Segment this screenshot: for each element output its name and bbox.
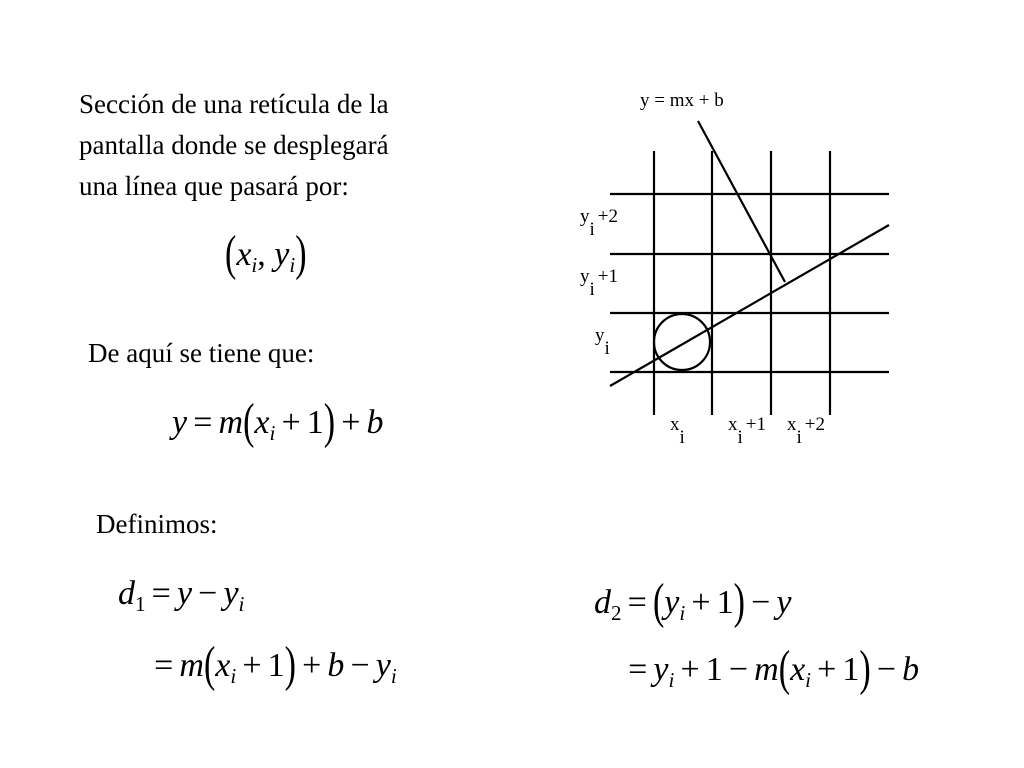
intro-line-2: pantalla donde se desplegará [79,130,389,160]
de-aqui-text: De aquí se tiene que: [88,338,315,368]
definimos-text: Definimos: [96,509,218,539]
line-ymxb [610,225,889,386]
equation-d2-expanded: = $y_i + 1 - m(x_i + 1) - b$ [628,642,920,697]
equation-d2: $d_2 = (y_i + 1) - y$ [594,575,792,630]
y-label-i-plus-2: yi+2 [580,206,618,240]
line-equation-label: y = mx + b [640,90,724,111]
x-label-i-plus-1: xi+1 [728,414,766,448]
intro-line-3: una línea que pasará por: [79,171,349,201]
y-label-i: yi [595,325,610,359]
x-label-i: xi [670,414,685,448]
selected-pixel-circle [654,314,710,370]
point-formula: ($x_i$, $y_i$) [225,227,307,282]
equation-d1-expanded: = $m(x_i + 1) + b - y_i$ [154,638,397,693]
x-label-i-plus-2: xi+2 [787,414,825,448]
equation-d1: $d_1 = y - y_i$ [118,575,245,617]
equation-y: $y = m(x_i + 1) + b$ [172,395,384,450]
intro-line-1: Sección de una retícula de la [79,89,389,119]
y-label-i-plus-1: yi+1 [580,266,618,300]
